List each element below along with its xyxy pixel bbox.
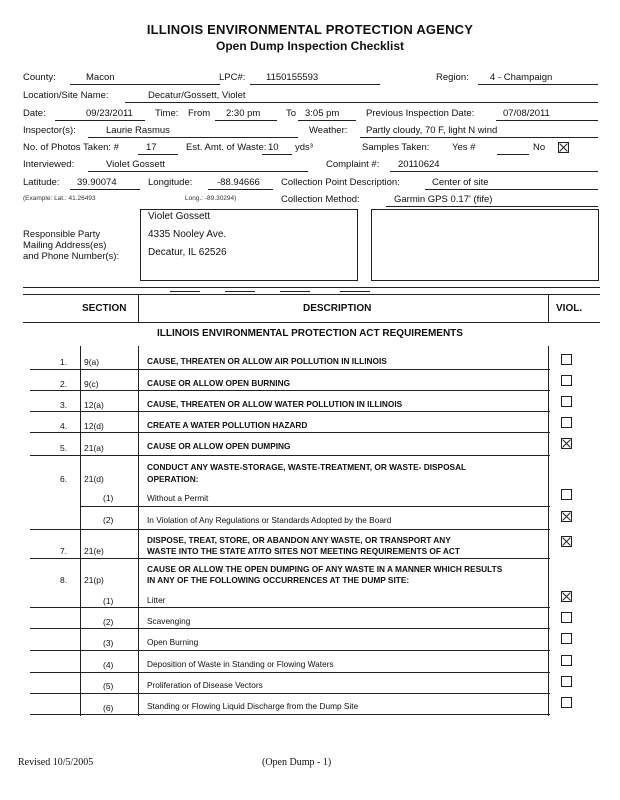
row-number: 4. <box>60 421 68 431</box>
interviewed-label: Interviewed: <box>23 159 75 170</box>
viol-checkbox-1[interactable] <box>561 354 572 365</box>
viol-checkbox-8-4[interactable] <box>561 655 572 666</box>
row-description: Litter <box>147 595 166 605</box>
inspectors-label: Inspector(s): <box>23 125 76 136</box>
row-section: 9(c) <box>84 379 99 389</box>
cpd-value: Center of site <box>432 177 489 188</box>
row-number: 5. <box>60 443 68 453</box>
row-section: 12(a) <box>84 400 104 410</box>
row-description: Without a Permit <box>147 493 209 503</box>
row-description: Deposition of Waste in Standing or Flowing Waters <box>147 659 334 669</box>
samples-no-checkbox[interactable] <box>558 142 569 153</box>
interviewed-value: Violet Gossett <box>106 159 165 170</box>
longitude-value: -88.94666 <box>217 177 260 188</box>
county-label: County: <box>23 72 56 83</box>
row-description: CAUSE, THREATEN OR ALLOW WATER POLLUTION IN ILLINOIS <box>147 399 403 409</box>
viol-checkbox-2[interactable] <box>561 375 572 386</box>
from-label: From <box>188 108 211 119</box>
viol-checkbox-8-3[interactable] <box>561 633 572 644</box>
row-subnumber: (6) <box>103 703 114 713</box>
samples-no-label: No <box>533 142 546 153</box>
waste-value: 10 <box>268 142 279 153</box>
location-label: Location/Site Name: <box>23 90 109 101</box>
viol-checkbox-6-2[interactable] <box>561 511 572 522</box>
complaint-value: 20110624 <box>398 159 440 170</box>
viol-checkbox-8-1[interactable] <box>561 591 572 602</box>
rp-address: 4335 Nooley Ave. <box>148 229 227 240</box>
viol-checkbox-8-6[interactable] <box>561 697 572 708</box>
location-value: Decatur/Gossett, Violet <box>148 90 246 101</box>
row-description-cont: WASTE INTO THE STATE AT/TO SITES NOT MEETING REQUIREMENTS OF ACT <box>147 546 460 556</box>
photos-label: No. of Photos Taken: # <box>23 142 119 153</box>
row-section: 21(p) <box>84 575 104 585</box>
row-description: CAUSE OR ALLOW OPEN DUMPING <box>147 441 291 451</box>
row-number: 6. <box>60 474 68 484</box>
row-description: Scavenging <box>147 616 191 626</box>
waste-unit: yds³ <box>295 142 313 153</box>
form-title: Open Dump Inspection Checklist <box>215 39 405 53</box>
row-subnumber: (5) <box>103 681 114 691</box>
row-section: 12(d) <box>84 421 104 431</box>
prev-inspection-value: 07/08/2011 <box>503 108 550 119</box>
col-viol: VIOL. <box>556 303 583 314</box>
row-subnumber: (2) <box>103 617 114 627</box>
revised-date: Revised 10/5/2005 <box>18 757 94 768</box>
time-from-value: 2:30 pm <box>226 108 261 119</box>
row-description: CAUSE, THREATEN OR ALLOW AIR POLLUTION IN ILLINOIS <box>147 356 387 366</box>
separator-line <box>23 287 600 288</box>
region-label: Region: <box>436 72 469 83</box>
longitude-label: Longitude: <box>148 177 193 188</box>
prev-inspection-label: Previous Inspection Date: <box>366 108 475 119</box>
photos-value: 17 <box>146 142 157 153</box>
weather-value: Partly cloudy, 70 F, light N wind <box>366 125 498 136</box>
agency-title: ILLINOIS ENVIRONMENTAL PROTECTION AGENCY <box>146 22 474 37</box>
row-description: CAUSE OR ALLOW OPEN BURNING <box>147 378 291 388</box>
row-number: 2. <box>60 379 68 389</box>
row-subnumber: (2) <box>103 515 114 525</box>
viol-checkbox-5[interactable] <box>561 438 572 449</box>
page-label: (Open Dump - 1) <box>262 757 332 768</box>
method-label: Collection Method: <box>281 194 360 205</box>
row-subnumber: (4) <box>103 660 114 670</box>
row-subnumber: (3) <box>103 638 114 648</box>
date-label: Date: <box>23 108 46 119</box>
method-value: Garmin GPS 0.17' (fife) <box>394 194 493 205</box>
date-value: 09/23/2011 <box>86 108 133 119</box>
time-to-value: 3:05 pm <box>305 108 340 119</box>
row-number: 3. <box>60 400 68 410</box>
rp-name: Violet Gossett <box>148 211 211 222</box>
latitude-value: 39.90074 <box>77 177 117 188</box>
row-number: 8. <box>60 575 68 585</box>
responsible-party-box-2 <box>371 209 599 281</box>
region-value: 4 - Champaign <box>490 72 553 83</box>
row-description: CONDUCT ANY WASTE-STORAGE, WASTE-TREATMENT, OR WASTE- DISPOSAL <box>147 462 467 472</box>
viol-checkbox-4[interactable] <box>561 417 572 428</box>
act-heading: ILLINOIS ENVIRONMENTAL PROTECTION ACT REQUIREMENTS <box>157 328 463 339</box>
row-description: CAUSE OR ALLOW THE OPEN DUMPING OF ANY WASTE IN A MANNER WHICH RESULTS <box>147 564 503 574</box>
county-value: Macon <box>86 72 115 83</box>
row-description: Proliferation of Disease Vectors <box>147 680 263 690</box>
example-longitude: Long.: -89.30294) <box>185 195 237 202</box>
lpc-label: LPC#: <box>219 72 246 83</box>
row-section: 21(d) <box>84 474 104 484</box>
rp-city: Decatur, IL 62526 <box>148 247 227 258</box>
viol-checkbox-8-2[interactable] <box>561 612 572 623</box>
row-section: 21(e) <box>84 546 104 556</box>
samples-yes-label: Yes # <box>452 142 476 153</box>
viol-checkbox-7[interactable] <box>561 536 572 547</box>
row-subnumber: (1) <box>103 493 114 503</box>
row-description: CREATE A WATER POLLUTION HAZARD <box>147 420 308 430</box>
row-description: DISPOSE, TREAT, STORE, OR ABANDON ANY WASTE, OR TRANSPORT ANY <box>147 535 451 545</box>
row-section: 9(a) <box>84 357 100 367</box>
waste-label: Est. Amt. of Waste: <box>186 142 267 153</box>
row-subnumber: (1) <box>103 596 114 606</box>
row-section: 21(a) <box>84 443 104 453</box>
inspectors-value: Laurie Rasmus <box>106 125 170 136</box>
row-number: 1. <box>60 357 68 367</box>
row-description-cont: IN ANY OF THE FOLLOWING OCCURRENCES AT THE DUMP SITE: <box>147 575 410 585</box>
col-section: SECTION <box>82 303 127 314</box>
viol-checkbox-8-5[interactable] <box>561 676 572 687</box>
samples-label: Samples Taken: <box>362 142 430 153</box>
viol-checkbox-6-1[interactable] <box>561 489 572 500</box>
to-label: To <box>286 108 297 119</box>
col-description: DESCRIPTION <box>303 303 372 314</box>
row-number: 7. <box>60 546 68 556</box>
viol-checkbox-3[interactable] <box>561 396 572 407</box>
responsible-party-label: Responsible Party Mailing Address(es) and Phone Number(s): <box>23 229 120 262</box>
example-latitude: (Example: Lat.: 41.26493 <box>23 195 96 202</box>
row-description: Standing or Flowing Liquid Discharge from the Dump Site <box>147 701 359 711</box>
latitude-label: Latitude: <box>23 177 60 188</box>
time-label: Time: <box>155 108 179 119</box>
lpc-value: 1150155593 <box>266 72 319 83</box>
row-description-cont: OPERATION: <box>147 474 199 484</box>
row-description: Open Burning <box>147 637 199 647</box>
complaint-label: Complaint #: <box>326 159 380 170</box>
row-description: In Violation of Any Regulations or Standards Adopted by the Board <box>147 515 392 525</box>
weather-label: Weather: <box>309 125 348 136</box>
cpd-label: Collection Point Description: <box>281 177 400 188</box>
